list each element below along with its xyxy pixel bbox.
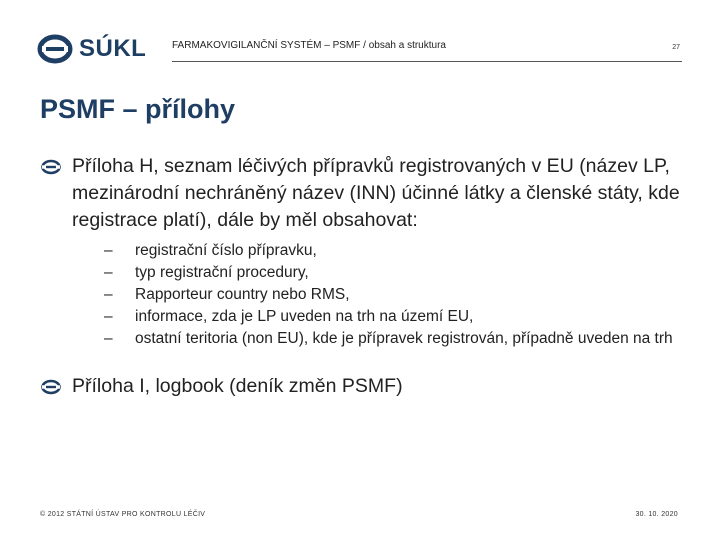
logo-text: SÚKL (79, 35, 147, 62)
sukl-logo-mark-icon (37, 34, 73, 64)
footer-date: 30. 10. 2020 (635, 511, 678, 518)
sub-list-item (72, 240, 690, 262)
bullet-text: Příloha I, logbook (deník změn PSMF) (72, 375, 403, 397)
sub-list-item (72, 284, 690, 306)
dash-icon: – (104, 242, 113, 259)
sukl-bullet-icon (40, 379, 62, 395)
sub-list-text: Rapporteur country nebo RMS, (135, 286, 350, 303)
header-divider (172, 61, 682, 62)
sub-list-item (72, 328, 690, 350)
sukl-logo (37, 34, 146, 64)
footer-copyright: © 2012 STÁTNÍ ÚSTAV PRO KONTROLU LÉČIV (40, 511, 206, 518)
slide-title: PSMF – přílohy (40, 94, 236, 124)
dash-icon: – (104, 308, 113, 325)
dash-icon: – (104, 264, 113, 281)
sub-list-item (72, 306, 690, 328)
bullet-item (40, 153, 690, 350)
sub-list-text: informace, zda je LP uveden na trh na území EU, (135, 308, 474, 325)
sub-list-text: ostatní teritoria (non EU), kde je přípravek registrován, případně uveden na trh (135, 330, 673, 347)
bullet-item (40, 373, 690, 400)
page-number: 27 (672, 44, 680, 51)
header-title: FARMAKOVIGILANČNÍ SYSTÉM – PSMF / obsah a struktura (172, 40, 446, 51)
dash-icon: – (104, 286, 113, 303)
slide-content (40, 153, 690, 400)
sub-list (72, 240, 690, 350)
sub-list-text: typ registrační procedury, (135, 264, 309, 281)
sub-list-item (72, 262, 690, 284)
sukl-bullet-icon (40, 159, 62, 175)
sub-list-text: registrační číslo přípravku, (135, 242, 317, 259)
bullet-text: Příloha H, seznam léčivých přípravků registrovaných v EU (název LP, mezinárodní nechráněný název (INN) účinné látky a členské státy, kde registrace platí), dále by měl obsahovat: (72, 155, 680, 231)
dash-icon: – (104, 330, 113, 347)
